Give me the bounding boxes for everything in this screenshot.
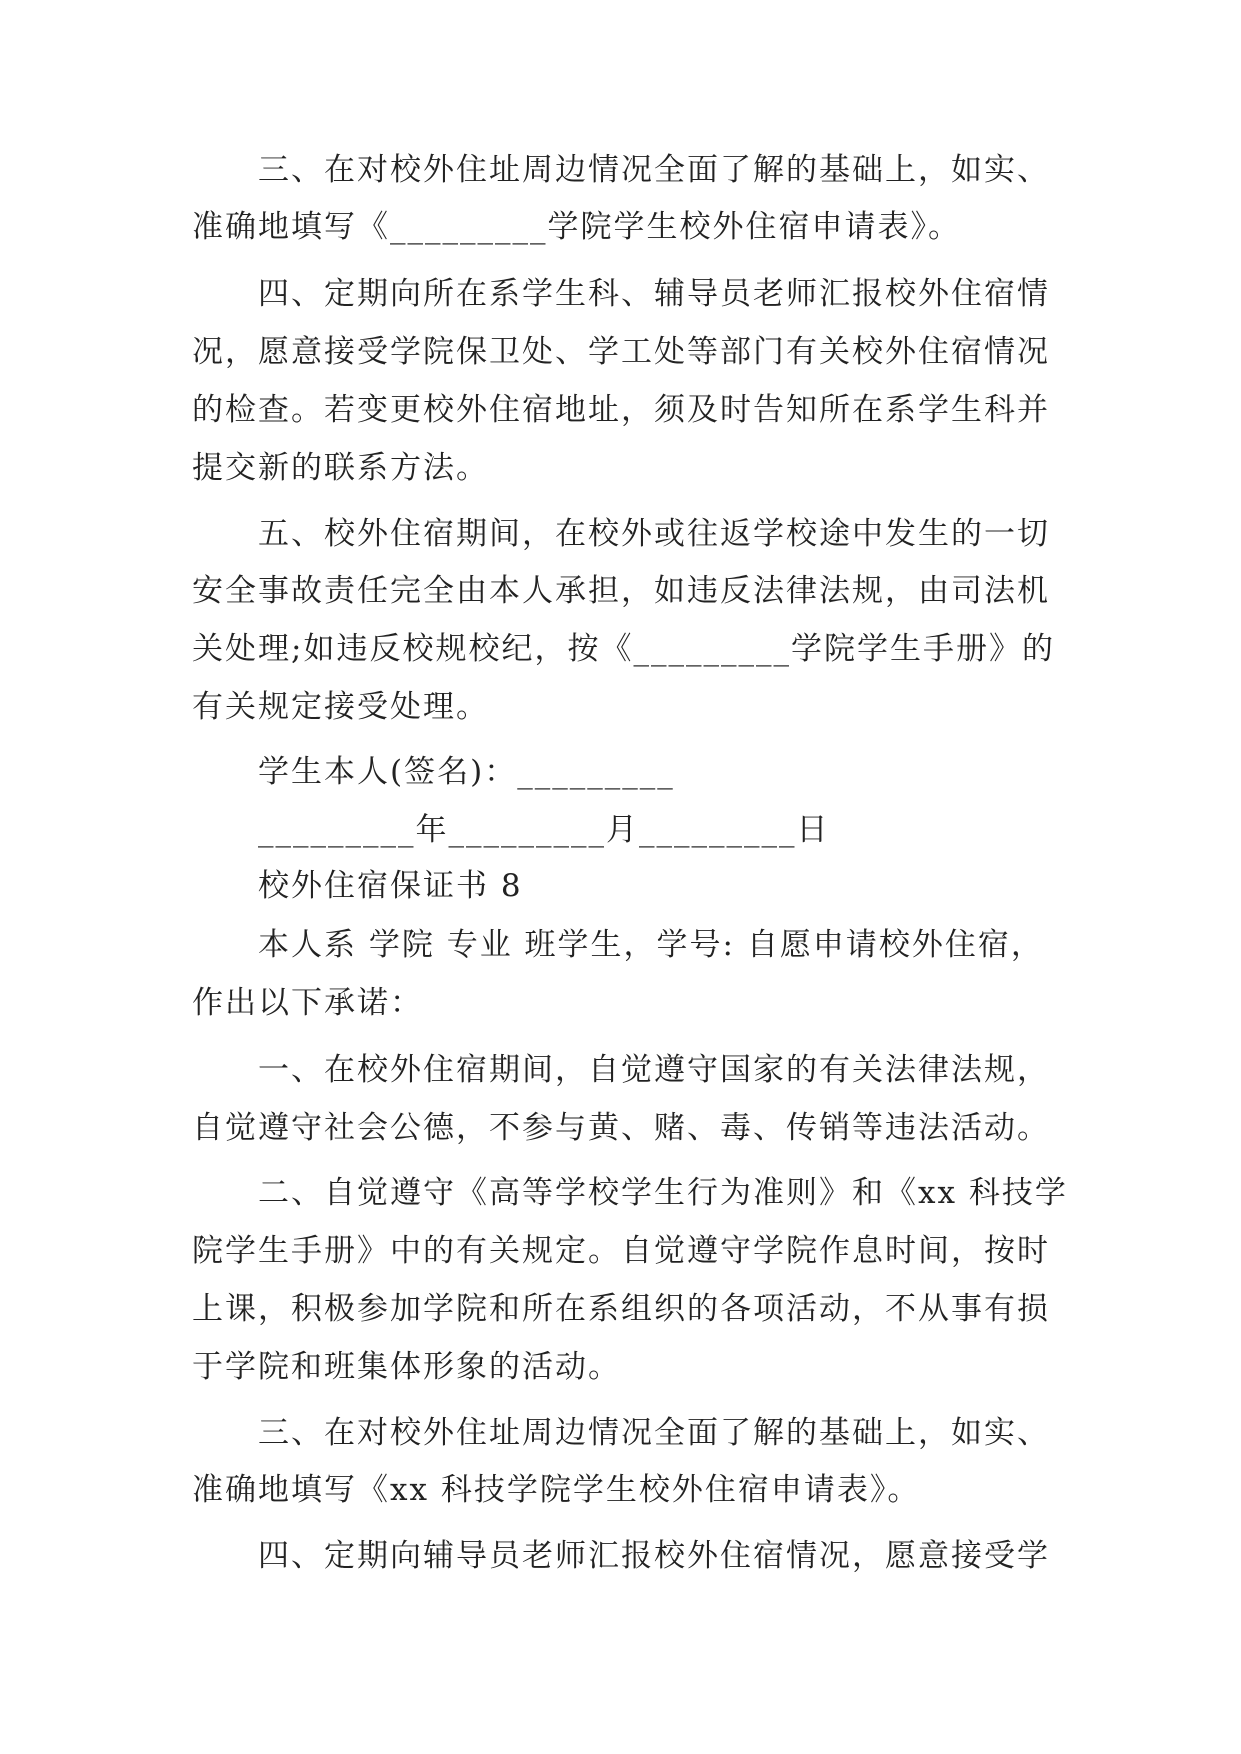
paragraph-line: 四、定期向所在系学生科、辅导员老师汇报校外住宿情 bbox=[258, 276, 1050, 312]
signature-line: 学生本人(签名)：_________ bbox=[258, 754, 675, 790]
paragraph-line: 安全事故责任完全由本人承担，如违反法律法规，由司法机 bbox=[192, 573, 1050, 609]
section-title: 校外住宿保证书 8 bbox=[258, 868, 523, 904]
paragraph-line: 的检查。若变更校外住宿地址，须及时告知所在系学生科并 bbox=[192, 392, 1050, 428]
paragraph-line: 三、在对校外住址周边情况全面了解的基础上，如实、 bbox=[258, 152, 1050, 188]
date-line: _________年_________月_________日 bbox=[258, 812, 830, 848]
paragraph-line: 有关规定接受处理。 bbox=[192, 689, 489, 725]
paragraph-line: 提交新的联系方法。 bbox=[192, 450, 489, 486]
paragraph-line: 关处理;如违反校规校纪，按《_________学院学生手册》的 bbox=[192, 631, 1055, 667]
paragraph-line: 准确地填写《_________学院学生校外住宿申请表》。 bbox=[192, 209, 961, 245]
paragraph-line: 三、在对校外住址周边情况全面了解的基础上，如实、 bbox=[258, 1415, 1050, 1451]
paragraph-line: 准确地填写《xx 科技学院学生校外住宿申请表》。 bbox=[192, 1472, 921, 1508]
paragraph-line: 作出以下承诺： bbox=[192, 985, 423, 1021]
paragraph-line: 本人系 学院 专业 班学生，学号: 自愿申请校外住宿， bbox=[258, 927, 1044, 963]
paragraph-line: 上课，积极参加学院和所在系组织的各项活动，不从事有损 bbox=[192, 1291, 1050, 1327]
paragraph-line: 院学生手册》中的有关规定。自觉遵守学院作息时间，按时 bbox=[192, 1233, 1050, 1269]
paragraph-line: 二、自觉遵守《高等学校学生行为准则》和《xx 科技学 bbox=[258, 1175, 1068, 1211]
paragraph-line: 自觉遵守社会公德，不参与黄、赌、毒、传销等违法活动。 bbox=[192, 1110, 1050, 1146]
paragraph-line: 四、定期向辅导员老师汇报校外住宿情况，愿意接受学 bbox=[258, 1538, 1050, 1574]
paragraph-line: 于学院和班集体形象的活动。 bbox=[192, 1349, 621, 1385]
paragraph-line: 况，愿意接受学院保卫处、学工处等部门有关校外住宿情况 bbox=[192, 334, 1050, 370]
paragraph-line: 五、校外住宿期间，在校外或往返学校途中发生的一切 bbox=[258, 516, 1050, 552]
paragraph-line: 一、在校外住宿期间，自觉遵守国家的有关法律法规， bbox=[258, 1052, 1050, 1088]
